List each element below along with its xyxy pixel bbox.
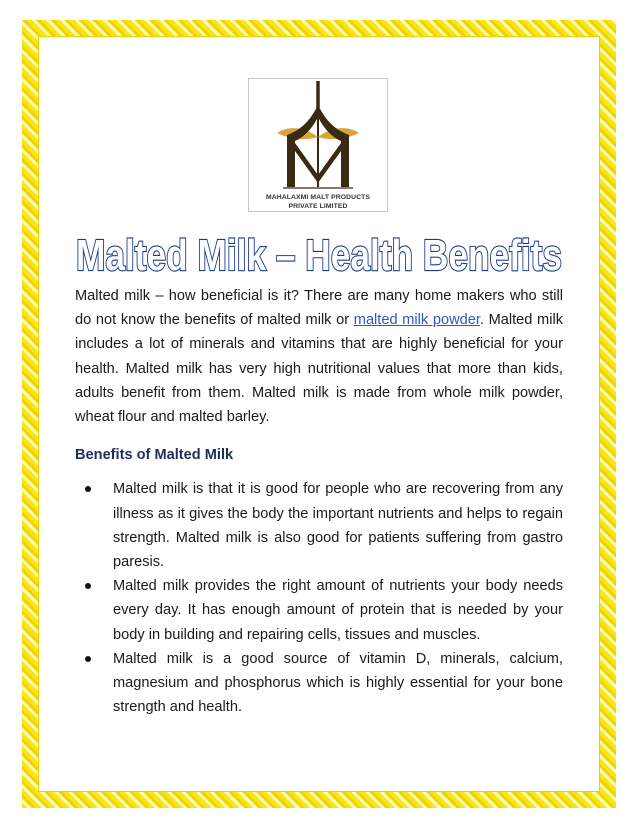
list-item-text: Malted milk provides the right amount of nutrients your body needs every day. It has enough amount of protein that is needed by your body in building and repairing cells, tissues and muscles. bbox=[113, 578, 563, 643]
wheat-m-logo-icon bbox=[249, 79, 387, 211]
bullet-icon bbox=[85, 656, 91, 662]
headline-text: Malted Milk – Health Benefits bbox=[76, 231, 562, 280]
page-title bbox=[60, 224, 578, 280]
intro-paragraph bbox=[75, 284, 563, 429]
intro-text-before: Malted milk – how beneficial is it? There are many home makers who still do not know the benefits of malted milk or bbox=[75, 288, 563, 329]
logo-company-name: MAHALAXMI MALT PRODUCTS bbox=[265, 194, 371, 201]
intro-text-after: . Malted milk includes a lot of minerals and vitamins that are highly beneficial for your health. Malted milk has very high nutritional values that more than kids, adults benefit from them. Malted milk is made from whole milk powder, wheat flour and malted barley. bbox=[75, 312, 563, 426]
bullet-icon bbox=[85, 583, 91, 589]
list-item bbox=[75, 647, 563, 720]
list-item bbox=[75, 574, 563, 647]
malted-milk-powder-link[interactable]: malted milk powder bbox=[353, 312, 480, 329]
benefits-list bbox=[75, 477, 563, 719]
article-body bbox=[75, 284, 563, 719]
bullet-icon bbox=[85, 486, 91, 492]
list-item bbox=[75, 477, 563, 574]
company-logo bbox=[248, 78, 388, 212]
benefits-heading: Benefits of Malted Milk bbox=[75, 447, 234, 464]
logo-company-suffix: PRIVATE LIMITED bbox=[288, 203, 348, 210]
list-item-text: Malted milk is that it is good for people who are recovering from any illness as it gives the body the important nutrients and helps to regain strength. Malted milk is also good for patients suffering from gastro paresis. bbox=[113, 481, 563, 571]
list-item-text: Malted milk is a good source of vitamin D, minerals, calcium, magnesium and phosphorus which is highly essential for your bone strength and health. bbox=[113, 650, 563, 716]
